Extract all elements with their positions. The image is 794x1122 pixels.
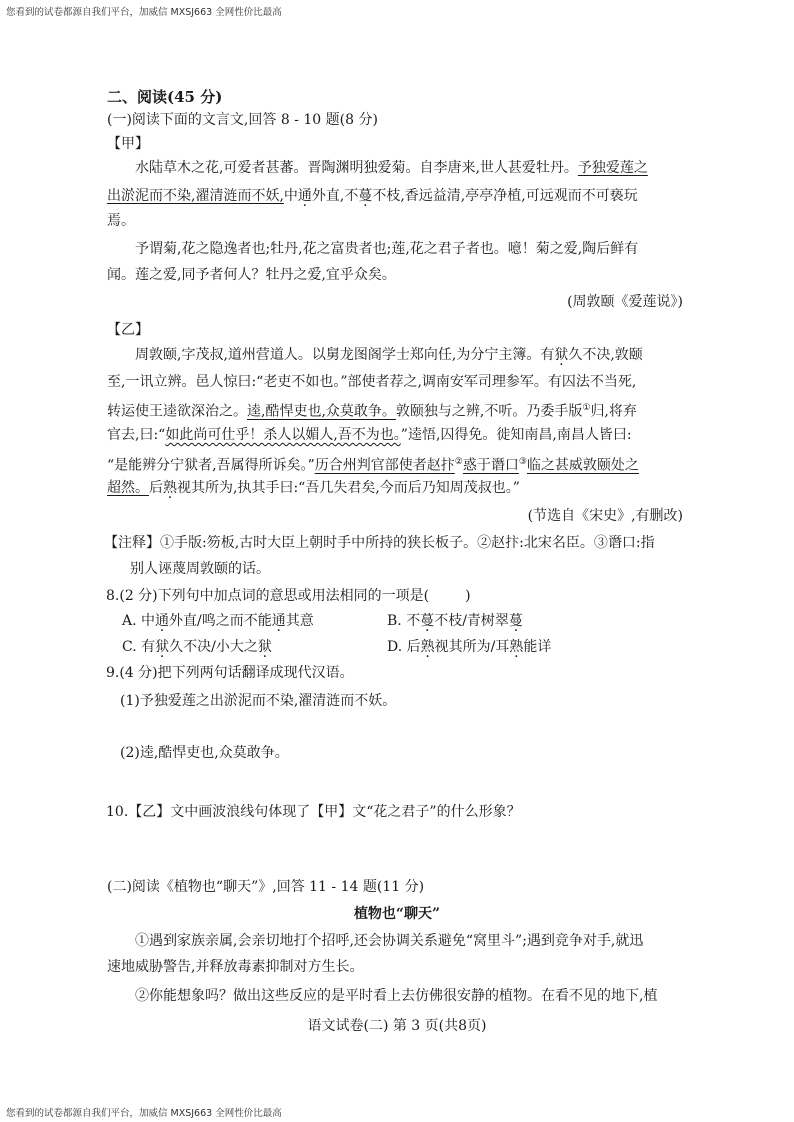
yi-label: 【乙】 (107, 322, 149, 338)
yi-source: (节选自《宋史》,有删改) (527, 508, 683, 524)
article-p1-line1: ①遇到家族亲属,会亲切地打个招呼,还会协调关系避免“窝里斗”;遇到竞争对手,就迅 (135, 933, 644, 949)
yi-line1: 周敦颐,字茂叔,道州营道人。以舅龙图阁学士郑向任,为分宁主簿。有狱久不决,敦颐 (135, 347, 643, 363)
question-9: 9.(4 分)把下列两句话翻译成现代汉语。 (106, 665, 354, 681)
jia-source: (周敦颐《爱莲说》) (567, 294, 683, 310)
article-title: 植物也“聊天” (353, 906, 441, 922)
jia-label: 【甲】 (107, 136, 149, 152)
question-9-item-2: (2)逵,酷悍吏也,众莫敢争。 (120, 745, 289, 761)
jia-paragraph1-line2: 出淤泥而不染,濯清涟而不妖,中通外直,不蔓不枝,香远益清,亭亭净植,可远观而不可亵玩 (107, 188, 638, 204)
yi-line4: 官去,曰:“如此尚可仕乎！杀人以媚人,吾不为也。”逵悟,囚得免。徙知南昌,南昌人皆曰: (107, 427, 632, 443)
top-watermark: 您看到的试卷都源自我们平台，加威信 MXSJ663 全网性价比最高 (6, 7, 282, 18)
jia-paragraph1-line1: 水陆草木之花,可爱者甚蕃。晋陶渊明独爱菊。自李唐来,世人甚爱牡丹。予独爱莲之 (135, 160, 648, 176)
yi-line2: 至,一讯立辨。邑人惊曰:“老吏不如也。”部使者荐之,调南安军司理参军。有囚法不当死, (107, 374, 637, 390)
jia-paragraph1-line3: 焉。 (107, 213, 135, 229)
notes-line1: 【注释】①手版:笏板,古时大臣上朝时手中所持的狭长板子。②赵抃:北宋名臣。③谮口:指 (104, 535, 655, 551)
q8-option-c: C. 有狱久不决/小大之狱 (122, 639, 272, 655)
question-9-item-1: (1)予独爱莲之出淤泥而不染,濯清涟而不妖。 (120, 693, 397, 709)
page-footer: 语文试卷(二) 第 3 页(共8页) (307, 1018, 487, 1034)
part1-title: (一)阅读下面的文言文,回答 8 - 10 题(8 分) (107, 112, 378, 128)
jia-paragraph2-line2: 闻。莲之爱,同予者何人？牡丹之爱,宜乎众矣。 (107, 267, 396, 283)
yi-line5: “是能辨分宁狱者,吾属得所诉矣。”历合州判官部使者赵抃②惑于谮口③临之甚威敦颐处之 (107, 457, 639, 474)
jia-paragraph2-line1: 予谓菊,花之隐逸者也;牡丹,花之富贵者也;莲,花之君子者也。噫！菊之爱,陶后鲜有 (135, 241, 639, 257)
question-8: 8.(2 分)下列句中加点词的意思或用法相同的一项是( ) (106, 588, 471, 604)
q8-option-b: B. 不蔓不枝/青树翠蔓 (387, 613, 523, 629)
q8-option-a: A. 中通外直/鸣之而不能通其意 (122, 613, 314, 629)
notes-line2: 别人诬蔑周敦颐的话。 (130, 561, 270, 577)
yi-line3: 转运使王逵欲深治之。逵,酷悍吏也,众莫敢争。敦颐独与之辨,不听。乃委手版①归,将弃 (107, 403, 637, 420)
article-p2-line1: ②你能想象吗？做出这些反应的是平时看上去仿佛很安静的植物。在看不见的地下,植 (135, 988, 658, 1004)
bottom-watermark: 您看到的试卷都源自我们平台，加威信 MXSJ663 全网性价比最高 (6, 1108, 282, 1119)
q8-option-d: D. 后熟视其所为/耳熟能详 (387, 639, 552, 655)
question-10: 10.【乙】文中画波浪线句体现了【甲】文“花之君子”的什么形象？ (106, 804, 521, 820)
article-p1-line2: 速地威胁警告,并释放毒素抑制对方生长。 (107, 959, 364, 975)
yi-line6: 超然。后熟视其所为,执其手曰:“吾几失君矣,今而后乃知周茂叔也。” (107, 480, 520, 496)
section-title: 二、阅读(45 分) (107, 88, 223, 106)
part2-title: (二)阅读《植物也“聊天”》,回答 11 - 14 题(11 分) (107, 879, 425, 895)
